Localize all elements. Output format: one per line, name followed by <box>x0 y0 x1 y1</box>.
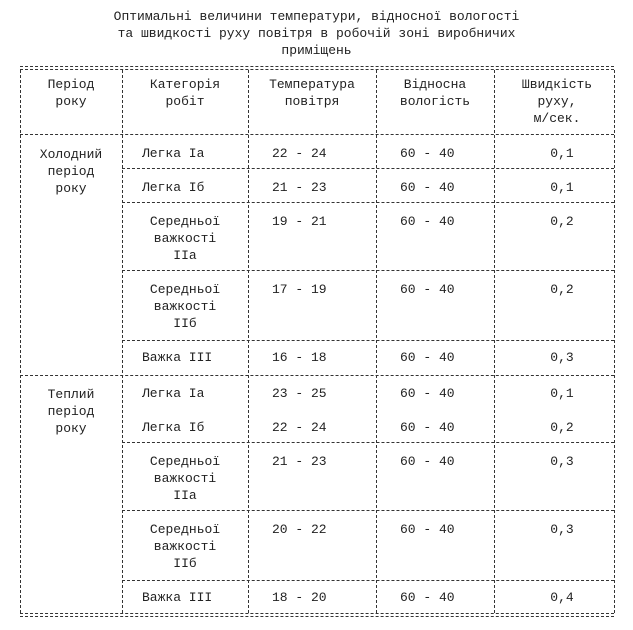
header-category: Категорія <box>149 77 221 92</box>
humidity-cell: 60 - 40 <box>400 146 455 161</box>
temperature-cell: 22 - 24 <box>272 146 327 161</box>
period-label: року <box>55 421 87 436</box>
humidity-cell: 60 - 40 <box>400 386 455 401</box>
speed-cell: 0,1 <box>550 386 574 401</box>
title-line-1: Оптимальні величини температури, відносної вологості <box>113 9 520 24</box>
category-cell: Легка Іб <box>142 420 205 435</box>
temperature-cell: 21 - 23 <box>272 180 327 195</box>
humidity-cell: 60 - 40 <box>400 522 455 537</box>
humidity-cell: 60 - 40 <box>400 350 455 365</box>
speed-cell: 0,1 <box>550 146 574 161</box>
header-period: Період <box>47 77 95 92</box>
humidity-cell: 60 - 40 <box>400 420 455 435</box>
speed-cell: 0,2 <box>550 420 574 435</box>
header-humidity: Відносна <box>403 77 467 92</box>
row-separator <box>122 340 614 341</box>
header-humidity: вологість <box>399 94 471 109</box>
category-cell: важкості <box>153 539 217 554</box>
header-speed: руху, <box>537 94 577 109</box>
temperature-cell: 20 - 22 <box>272 522 327 537</box>
season-divider-rule <box>20 375 614 376</box>
category-cell: важкості <box>153 471 217 486</box>
speed-cell: 0,2 <box>550 282 574 297</box>
header-speed: м/сек. <box>533 111 581 126</box>
temperature-cell: 16 - 18 <box>272 350 327 365</box>
humidity-cell: 60 - 40 <box>400 282 455 297</box>
header-speed: Швидкість <box>521 77 593 92</box>
temperature-cell: 21 - 23 <box>272 454 327 469</box>
column-rule <box>376 70 377 613</box>
period-label: Теплий <box>47 387 95 402</box>
category-cell: Важка III <box>142 350 213 365</box>
speed-cell: 0,3 <box>550 350 574 365</box>
humidity-cell: 60 - 40 <box>400 180 455 195</box>
title-line-3: приміщень <box>281 43 352 58</box>
temperature-cell: 22 - 24 <box>272 420 327 435</box>
period-label: період <box>47 404 95 419</box>
row-separator <box>122 202 614 203</box>
header-temperature: Температура <box>269 77 355 92</box>
category-cell: Важка III <box>142 590 213 605</box>
humidity-cell: 60 - 40 <box>400 590 455 605</box>
speed-cell: 0,2 <box>550 214 574 229</box>
row-separator <box>122 580 614 581</box>
speed-cell: 0,3 <box>550 522 574 537</box>
period-label: період <box>47 164 95 179</box>
table-bottom-border <box>20 613 614 614</box>
category-cell: Середньої <box>149 214 221 229</box>
category-cell: важкості <box>153 299 217 314</box>
row-separator <box>122 442 614 443</box>
category-cell: IIа <box>173 488 197 503</box>
column-rule <box>122 70 123 613</box>
row-separator <box>122 510 614 511</box>
period-label: року <box>55 181 87 196</box>
category-cell: IIб <box>173 556 197 571</box>
category-cell: Легка Іа <box>142 386 205 401</box>
table-top-border <box>20 66 614 67</box>
row-separator <box>122 270 614 271</box>
category-cell: Середньої <box>149 282 221 297</box>
temperature-cell: 23 - 25 <box>272 386 327 401</box>
category-cell: важкості <box>153 231 217 246</box>
header-bottom-rule <box>20 134 614 135</box>
category-cell: Легка Іа <box>142 146 205 161</box>
humidity-cell: 60 - 40 <box>400 214 455 229</box>
category-cell: IIб <box>173 316 197 331</box>
category-cell: IIа <box>173 248 197 263</box>
category-cell: Середньої <box>149 454 221 469</box>
speed-cell: 0,4 <box>550 590 574 605</box>
column-rule <box>248 70 249 613</box>
period-label: Холодний <box>39 147 103 162</box>
temperature-cell: 17 - 19 <box>272 282 327 297</box>
header-temperature: повітря <box>284 94 340 109</box>
temperature-cell: 19 - 21 <box>272 214 327 229</box>
category-cell: Легка Іб <box>142 180 205 195</box>
humidity-cell: 60 - 40 <box>400 454 455 469</box>
row-separator <box>122 168 614 169</box>
temperature-cell: 18 - 20 <box>272 590 327 605</box>
speed-cell: 0,1 <box>550 180 574 195</box>
speed-cell: 0,3 <box>550 454 574 469</box>
title-line-2: та швидкості руху повітря в робочій зоні виробничих <box>117 26 516 41</box>
header-category: робіт <box>165 94 205 109</box>
category-cell: Середньої <box>149 522 221 537</box>
header-period: року <box>55 94 87 109</box>
